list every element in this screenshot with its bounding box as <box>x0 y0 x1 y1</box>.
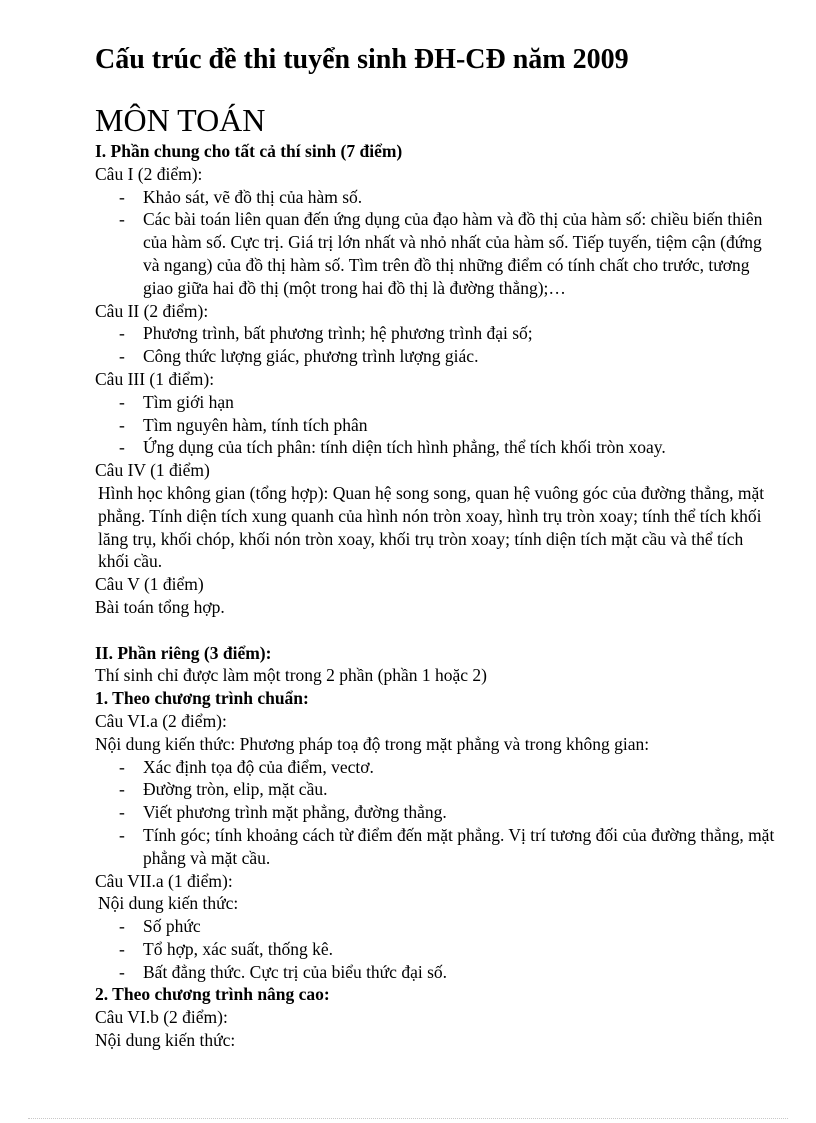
q6b-label: Câu VI.b (2 điểm): <box>95 1007 228 1028</box>
bullet-dash: - <box>119 779 125 800</box>
list-item: - Xác định tọa độ của điểm, vectơ. <box>119 756 374 777</box>
list-item: - Ứng dụng của tích phân: tính diện tích hình phẳng, thể tích khối tròn xoay. <box>119 437 666 458</box>
bullet-dash: - <box>119 437 125 458</box>
bullet-dash: - <box>119 756 125 777</box>
q6a-list <box>95 756 775 870</box>
bullet-dash: - <box>119 938 125 959</box>
list-item: - Khảo sát, vẽ đồ thị của hàm số. <box>119 186 363 207</box>
part2-heading: II. Phần riêng (3 điểm): <box>95 642 272 663</box>
document-body <box>95 140 775 1052</box>
q6a-label: Câu VI.a (2 điểm): <box>95 710 227 731</box>
q7a-label: Câu VII.a (1 điểm): <box>95 870 233 891</box>
list-item: - Các bài toán liên quan đến ứng dụng của đạo hàm và đồ thị của hàm số: chiều biến thiên của hàm số. Cực trị. Giá trị lớn nhất và nhỏ nhất của hàm số. Tiếp tuyến, tiệm cận (đứng và ngang) của đồ thị hàm số. Tìm trên đồ thị những điểm có tính chất cho trước, tương giao giữa hai đồ thị (một trong hai đồ thị là đường thẳng);… <box>119 209 763 298</box>
q2-list <box>95 322 775 368</box>
bullet-dash: - <box>119 186 125 207</box>
q2-label: Câu II (2 điểm): <box>95 300 209 321</box>
bullet-dash: - <box>119 414 125 435</box>
list-item: - Phương trình, bất phương trình; hệ phương trình đại số; <box>119 323 533 344</box>
bullet-dash: - <box>119 323 125 344</box>
list-item: - Tính góc; tính khoảng cách từ điểm đến mặt phẳng. Vị trí tương đối của đường thẳng, mặt phẳng và mặt cầu. <box>119 824 775 868</box>
list-item: - Tìm nguyên hàm, tính tích phân <box>119 414 368 435</box>
q6a-intro: Nội dung kiến thức: Phương pháp toạ độ trong mặt phẳng và trong không gian: <box>95 733 650 754</box>
q1-label: Câu I (2 điểm): <box>95 163 203 184</box>
q5-text: Bài toán tổng hợp. <box>95 596 225 617</box>
bullet-dash: - <box>119 961 125 982</box>
part1-heading: I. Phần chung cho tất cả thí sinh (7 điểm) <box>95 141 403 161</box>
q5-label: Câu V (1 điểm) <box>95 574 204 595</box>
q4-text: Hình học không gian (tổng hợp): Quan hệ song song, quan hệ vuông góc của đường thẳng, mặt phẳng. Tính diện tích xung quanh của hình nón tròn xoay, hình trụ tròn xoay; tính thể tích khối lăng trụ, khối chóp, khối nón tròn xoay, khối trụ tròn xoay; tính diện tích mặt cầu và thể tích khối cầu. <box>98 482 765 572</box>
q4-label: Câu IV (1 điểm) <box>95 460 210 481</box>
list-item: - Số phức <box>119 916 201 937</box>
list-item: - Bất đẳng thức. Cực trị của biểu thức đại số. <box>119 961 448 982</box>
bullet-dash: - <box>119 916 125 937</box>
page-bottom-divider <box>28 1118 788 1119</box>
document-title: Cấu trúc đề thi tuyển sinh ĐH-CĐ năm 2009 <box>95 44 629 75</box>
bullet-dash: - <box>119 802 125 823</box>
q3-list <box>95 391 775 459</box>
bullet-dash: - <box>119 346 125 367</box>
bullet-dash: - <box>119 209 125 230</box>
subject-title: MÔN TOÁN <box>95 102 266 138</box>
list-item: - Viết phương trình mặt phẳng, đường thẳng. <box>119 802 447 823</box>
list-item: - Công thức lượng giác, phương trình lượng giác. <box>119 346 479 367</box>
spacer <box>95 619 775 642</box>
list-item: - Đường tròn, elip, mặt cầu. <box>119 779 328 800</box>
advanced-program-heading: 2. Theo chương trình nâng cao: <box>95 984 330 1005</box>
q7a-intro: Nội dung kiến thức: <box>98 893 239 914</box>
standard-program-heading: 1. Theo chương trình chuẩn: <box>95 688 309 709</box>
bullet-dash: - <box>119 824 125 845</box>
list-item: - Tổ hợp, xác suất, thống kê. <box>119 938 334 959</box>
list-item: - Tìm giới hạn <box>119 391 234 412</box>
part2-intro: Thí sinh chỉ được làm một trong 2 phần (phần 1 hoặc 2) <box>95 665 487 686</box>
q6b-intro: Nội dung kiến thức: <box>95 1030 236 1051</box>
q1-list <box>95 186 775 300</box>
q7a-list <box>95 915 775 983</box>
bullet-dash: - <box>119 391 125 412</box>
q3-label: Câu III (1 điểm): <box>95 368 215 389</box>
